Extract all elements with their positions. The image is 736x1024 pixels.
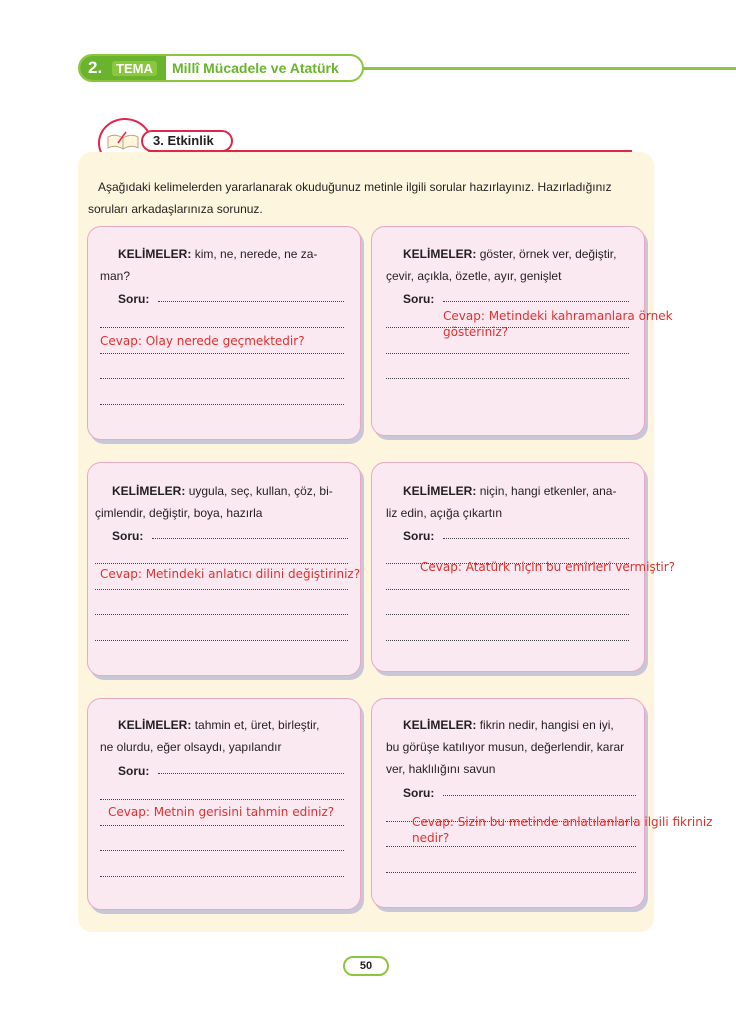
answer-line[interactable] <box>100 876 344 877</box>
card-keywords-cont: bu görüşe katılıyor musun, değerlendir, karar <box>386 740 625 754</box>
answer-line[interactable] <box>95 589 348 590</box>
answer-line[interactable] <box>158 773 344 774</box>
card-keywords: KELİMELER: niçin, hangi etkenler, ana- <box>403 484 617 498</box>
handwritten-answer: Cevap: Sizin bu metinde anlatılanlarla ilgili fikriniz <box>412 815 713 829</box>
card-keywords-cont: liz edin, açığa çıkartın <box>386 506 503 520</box>
answer-line[interactable] <box>100 799 344 800</box>
answer-line[interactable] <box>158 301 344 302</box>
theme-label: TEMA <box>112 61 157 76</box>
handwritten-answer: Cevap: Olay nerede geçmektedir? <box>100 334 305 348</box>
theme-number: 2. <box>88 58 103 77</box>
answer-line[interactable] <box>386 589 629 590</box>
answer-line[interactable] <box>100 404 344 405</box>
handwritten-answer-cont: nedir? <box>412 831 450 845</box>
card-keywords: KELİMELER: göster, örnek ver, değiştir, <box>403 247 617 261</box>
card-keywords-cont: man? <box>100 269 131 283</box>
handwritten-answer: Cevap: Metnin gerisini tahmin ediniz? <box>108 805 335 819</box>
answer-line[interactable] <box>443 795 636 796</box>
answer-line[interactable] <box>152 538 348 539</box>
open-book-icon <box>106 131 140 151</box>
answer-line[interactable] <box>386 378 629 379</box>
answer-line[interactable] <box>386 353 629 354</box>
question-label: Soru: <box>403 292 435 306</box>
answer-line[interactable] <box>100 378 344 379</box>
handwritten-answer: Cevap: Metindeki kahramanlara örnek <box>443 309 673 323</box>
answer-line[interactable] <box>100 327 344 328</box>
answer-line[interactable] <box>95 563 348 564</box>
question-label: Soru: <box>118 292 150 306</box>
handwritten-answer-cont: gösteriniz? <box>443 325 509 339</box>
card-keywords: KELİMELER: kim, ne, nerede, ne za- <box>118 247 318 261</box>
answer-line[interactable] <box>386 614 629 615</box>
answer-line[interactable] <box>443 538 629 539</box>
card-keywords: KELİMELER: uygula, seç, kullan, çöz, bi- <box>112 484 333 498</box>
question-label: Soru: <box>118 764 150 778</box>
card-keywords-cont: çimlendir, değiştir, boya, hazırla <box>95 506 263 520</box>
card-keywords: KELİMELER: tahmin et, üret, birleştir, <box>118 718 320 732</box>
answer-line[interactable] <box>386 640 629 641</box>
card-keywords-cont: çevir, açıkla, özetle, ayır, genişlet <box>386 269 562 283</box>
card-keywords-cont: ne olurdu, eğer olsaydı, yapılandır <box>100 740 282 754</box>
question-label: Soru: <box>112 529 144 543</box>
question-label: Soru: <box>403 786 435 800</box>
answer-line[interactable] <box>386 872 636 873</box>
answer-line[interactable] <box>443 301 629 302</box>
answer-line[interactable] <box>100 353 344 354</box>
answer-line[interactable] <box>100 850 344 851</box>
activity-title: 3. Etkinlik <box>153 133 214 148</box>
instructions: Aşağıdaki kelimelerden yararlanarak okuduğunuz metinle ilgili sorular hazırlayınız. Hazırladığınız soruları arkadaşlarınıza sorunuz. <box>88 180 612 216</box>
answer-line[interactable] <box>95 614 348 615</box>
theme-title: Millî Mücadele ve Atatürk <box>172 60 339 76</box>
answer-line[interactable] <box>95 640 348 641</box>
answer-line[interactable] <box>386 846 636 847</box>
card-keywords: KELİMELER: fikrin nedir, hangisi en iyi, <box>403 718 614 732</box>
handwritten-answer: Cevap: Atatürk niçin bu emirleri vermiştir? <box>420 560 676 574</box>
card-keywords-cont: ver, haklılığını savun <box>386 762 496 776</box>
answer-line[interactable] <box>100 825 344 826</box>
handwritten-answer: Cevap: Metindeki anlatıcı dilini değiştiriniz? <box>100 567 361 581</box>
page-number: 50 <box>343 956 389 976</box>
question-label: Soru: <box>403 529 435 543</box>
